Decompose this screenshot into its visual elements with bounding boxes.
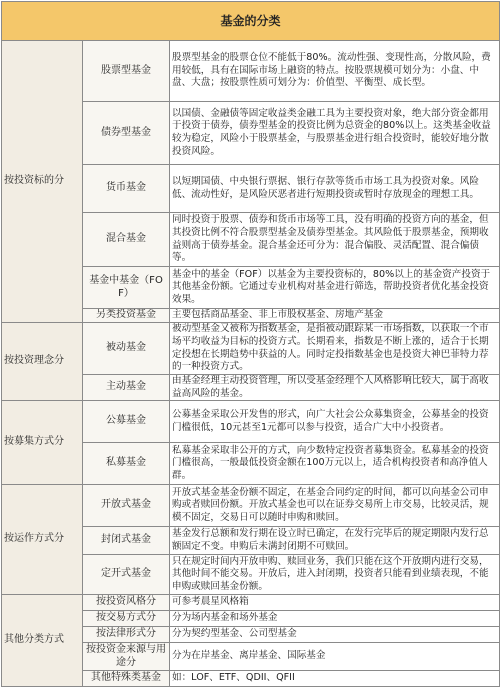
fund-description-cell: 基金发行总额和发行期在设立时已确定，在发行完毕后的规定期限内发行总额固定不变。申购后未满封闭期不可赎回。: [170, 527, 500, 555]
fund-description-cell: 只在规定时间内开放申购、赎回业务，我们只能在这个开放期内进行交易，其他时间不能交易。开放后，进入封闭期，投资者只能看到业绩表现，不能申购或赎回基金份额。: [170, 555, 500, 595]
fund-description-cell: 被动型基金又被称为指数基金，是指被动跟踪某一市场指数，以获取一个市场平均收益为目标的投资方式。长期看来，指数是不断上涨的，适合于长期定投想在长期趋势中获益的人。同时定投指数基金也是投资大神巴菲特力荐的一种投资方式。: [170, 323, 500, 375]
fund-description-cell: 开放式基金基金份额不固定，在基金合同约定的时间，都可以向基金公司申购或者赎回份额。开放式基金也可以在证券交易所上市交易，比较灵活，规模不固定，交易日可以随时申购和赎回。: [170, 485, 500, 527]
fund-type-cell: 按法律形式分: [83, 627, 170, 643]
fund-description-cell: 如：LOF、ETF、QDII、QFII: [170, 671, 500, 687]
table-title: 基金的分类: [2, 2, 500, 41]
fund-type-cell: 按投资风格分: [83, 595, 170, 611]
fund-description-cell: 以国债、金融债等固定收益类金融工具为主要投资对象，绝大部分资金都用于投资于债券，债券型基金的投资比例为总资金的80%以上。这类基金收益较为稳定，风险小于股票基金，与股票基金进行组合投资时，能较好地分散投资风险。: [170, 102, 500, 165]
fund-type-cell: 定开式基金: [83, 555, 170, 595]
fund-type-cell: 封闭式基金: [83, 527, 170, 555]
fund-type-cell: 被动基金: [83, 323, 170, 375]
title-row: [2, 2, 500, 41]
fund-description-cell: 公募基金采取公开发售的形式，向广大社会公众募集资金，公募基金的投资门槛很低，10元甚至1元都可以参与投资，适合广大中小投资者。: [170, 401, 500, 443]
fund-description-cell: 同时投资于股票、债券和货币市场等工具，没有明确的投资方向的基金，但其投资比例不符合股票型基金及债券型基金。其风险低于股票基金，预期收益则高于债券基金。混合基金还可分为：混合偏股、灵活配置、混合偏债等。: [170, 213, 500, 267]
fund-description-cell: 私募基金采取非公开的方式，向少数特定投资者募集资金。私募基金的投资门槛很高，一般最低投资金额在100万元以上，适合机构投资者和高净值人群。: [170, 443, 500, 485]
fund-type-cell: 混合基金: [83, 213, 170, 267]
table-row: [2, 323, 500, 375]
fund-description-cell: 主要包括商品基金、非上市股权基金、房地产基金: [170, 309, 500, 323]
fund-classification-table: [1, 1, 500, 687]
fund-type-cell: 债券型基金: [83, 102, 170, 165]
table-row: [2, 485, 500, 527]
fund-description-cell: 分为在岸基金、离岸基金、国际基金: [170, 643, 500, 671]
fund-type-cell: 按投资金来源与用途分: [83, 643, 170, 671]
category-cell: 按投资理念分: [2, 323, 83, 401]
table-row: [2, 595, 500, 611]
fund-type-cell: 股票型基金: [83, 41, 170, 102]
fund-type-cell: 按交易方式分: [83, 611, 170, 627]
fund-description-cell: 可参考晨星风格箱: [170, 595, 500, 611]
fund-type-cell: 另类投资基金: [83, 309, 170, 323]
fund-description-cell: 以短期国债、中央银行票据、银行存款等货币市场工具为投资对象。风险低、流动性好，是风险厌恶者进行短期投资或暂时存放现金的理想工具。: [170, 165, 500, 213]
fund-description-cell: 分为场内基金和场外基金: [170, 611, 500, 627]
fund-type-cell: 其他特殊类基金: [83, 671, 170, 687]
fund-description-cell: 股票型基金的股票仓位不能低于80%。流动性强、变现性高，分散风险，费用较低，具有在国际市场上融资的特点。按股票规模可划分为：小盘、中盘、大盘；按股票性质可划分为：价值型、平衡型、成长型。: [170, 41, 500, 102]
fund-type-cell: 基金中基金（FOF）: [83, 267, 170, 309]
category-cell: 其他分类方式: [2, 595, 83, 687]
category-cell: 按投资标的分: [2, 41, 83, 323]
category-cell: 按运作方式分: [2, 485, 83, 595]
fund-type-cell: 公募基金: [83, 401, 170, 443]
fund-description-cell: 分为契约型基金、公司型基金: [170, 627, 500, 643]
fund-type-cell: 私募基金: [83, 443, 170, 485]
fund-type-cell: 主动基金: [83, 375, 170, 401]
fund-description-cell: 基金中的基金（FOF）以基金为主要投资标的，80%以上的基金资产投资于其他基金份额。它通过专业机构对基金进行筛选，帮助投资者优化基金投资效果。: [170, 267, 500, 309]
category-cell: 按募集方式分: [2, 401, 83, 485]
table-row: [2, 401, 500, 443]
table-row: [2, 41, 500, 102]
fund-description-cell: 由基金经理主动投资管理，所以受基金经理个人风格影响比较大，属于高收益高风险的基金。: [170, 375, 500, 401]
fund-type-cell: 货币基金: [83, 165, 170, 213]
fund-type-cell: 开放式基金: [83, 485, 170, 527]
